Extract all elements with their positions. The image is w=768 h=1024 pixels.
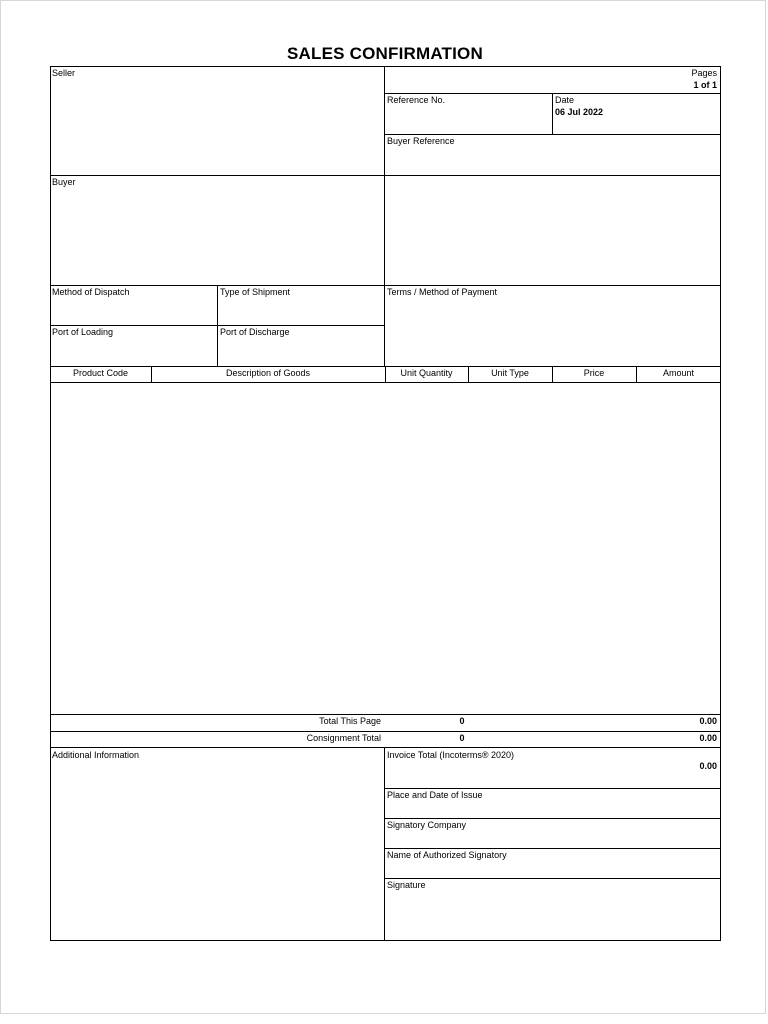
reference-label: Reference No. bbox=[387, 95, 446, 105]
goods-table-body bbox=[51, 383, 720, 713]
date-label: Date bbox=[555, 95, 575, 105]
signature-label: Signature bbox=[387, 880, 426, 890]
reference-row-divider bbox=[384, 134, 721, 135]
additional-information-label: Additional Information bbox=[52, 750, 140, 760]
discharge-label: Port of Discharge bbox=[220, 327, 290, 337]
seller-buyer-divider bbox=[50, 175, 721, 176]
total-this-page-amount: 0.00 bbox=[699, 716, 717, 726]
loading-label: Port of Loading bbox=[52, 327, 114, 337]
column-header-product-code: Product Code bbox=[72, 368, 129, 378]
buyer-label: Buyer bbox=[52, 177, 76, 187]
dispatch-loading-divider bbox=[50, 325, 384, 326]
signatory-company-divider bbox=[384, 848, 721, 849]
authorized-name-divider bbox=[384, 878, 721, 879]
authorized-name-label: Name of Authorized Signatory bbox=[387, 850, 507, 860]
consignment-total-label: Consignment Total bbox=[306, 733, 381, 743]
invoice-total-divider bbox=[384, 788, 721, 789]
invoice-total-label: Invoice Total (Incoterms® 2020) bbox=[387, 750, 515, 760]
totals-top bbox=[50, 714, 721, 715]
column-header-unit-type: Unit Type bbox=[491, 368, 529, 378]
date-value: 06 Jul 2022 bbox=[555, 107, 604, 117]
buyer-dispatch-divider bbox=[50, 285, 721, 286]
column-header-amount: Amount bbox=[662, 368, 695, 378]
column-header-unit-quantity: Unit Quantity bbox=[400, 368, 453, 378]
dispatch-label: Method of Dispatch bbox=[52, 287, 130, 297]
column-header-price: Price bbox=[583, 368, 605, 378]
seller-label: Seller bbox=[52, 68, 76, 78]
consignment-total-quantity: 0 bbox=[459, 733, 465, 743]
document-title: SALES CONFIRMATION bbox=[287, 44, 483, 63]
totals-bottom bbox=[50, 747, 721, 748]
footer-divider bbox=[384, 747, 385, 941]
place-date-divider bbox=[384, 818, 721, 819]
invoice-total-value: 0.00 bbox=[699, 761, 717, 771]
total-this-page-quantity: 0 bbox=[459, 716, 465, 726]
consignment-total-amount: 0.00 bbox=[699, 733, 717, 743]
signatory-company-label: Signatory Company bbox=[387, 820, 467, 830]
column-header-description: Description of Goods bbox=[225, 368, 311, 378]
pages-label: Pages bbox=[691, 68, 717, 78]
pages-value: 1 of 1 bbox=[693, 80, 717, 90]
shipment-label: Type of Shipment bbox=[220, 287, 291, 297]
header-divider bbox=[384, 66, 385, 366]
reference-date-divider bbox=[552, 93, 553, 134]
payment-label: Terms / Method of Payment bbox=[387, 287, 498, 297]
total-this-page-label: Total This Page bbox=[319, 716, 381, 726]
place-date-label: Place and Date of Issue bbox=[387, 790, 483, 800]
totals-middle bbox=[50, 731, 721, 732]
buyer-reference-label: Buyer Reference bbox=[387, 136, 455, 146]
